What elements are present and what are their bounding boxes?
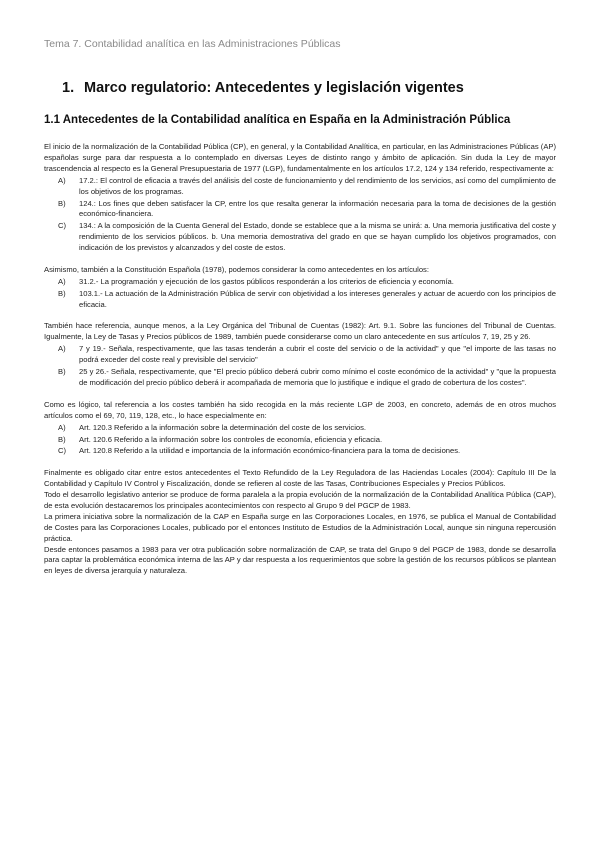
list-item-text: 31.2.- La programación y ejecución de los gastos públicos responderán a los criterios de eficiencia y economía. xyxy=(79,276,454,286)
section-heading xyxy=(62,80,464,96)
paragraph-haciendas-locales: Finalmente es obligado citar entre estos antecedentes el Texto Refundido de la Ley Reguladora de las Haciendas Locales (2004): Capítulo III De la Contabilidad y Capítulo IV Control y Fiscalización, donde se refieren al coste de las Tasas, Contribuciones Especiales y Precios Públicos. xyxy=(44,468,556,489)
list-item-text: Art. 120.8 Referido a la utilidad e importancia de la información económico-financiera para la toma de decisiones. xyxy=(79,446,461,456)
list-item-text: 17.2.: El control de eficacia a través del análisis del coste de funcionamiento y del rendimiento de los servicios, así como del cumplimiento de los objetivos de los programas. xyxy=(79,175,556,196)
paragraph-grupo-9: Desde entonces pasamos a 1983 para ver otra publicación sobre normalización de CAP, se trata del Grupo 9 del PGCP de 1983, donde se desarrolla para captar la problemática económica interna de las AP y dar respuesta a los requerimientos que sobre la gestión de los recursos públicos se plantean en leyes de diversa jerarquía y naturaleza. xyxy=(44,544,556,576)
list-marker: A) xyxy=(58,175,66,185)
list-item-text: Art. 120.3 Referido a la información sobre la determinación del coste de los servicios. xyxy=(79,422,367,432)
list-marker: A) xyxy=(58,276,66,286)
paragraph-lgp: El inicio de la normalización de la Contabilidad Pública (CP), en general, y la Contabilidad Analítica, en particular, en las Administraciones Públicas (AP) españolas surge para dar respuesta a lo contemplado en diversas Leyes de distinto rango y ámbito de aplicación. Sin duda la Ley de mayor trascendencia al respecto es la General Presupuestaria de 1977 (LGP), fundamentalmente en los artículos 17.2, 124 y 134 referido, respectivamente a: xyxy=(44,142,556,173)
list-marker: C) xyxy=(58,221,67,231)
list-item xyxy=(44,221,556,254)
paragraph-lgp-2003: Como es lógico, tal referencia a los costes también ha sido recogida en la más reciente LGP de 2003, en concreto, además de en otros muchos artículos como el 69, 70, 119, 128, etc., lo hace especialmente en: xyxy=(44,399,556,420)
list-marker: B) xyxy=(58,288,66,298)
list-item-text: Art. 120.6 Referido a la información sobre los controles de economía, eficiencia y eficacia. xyxy=(79,434,383,444)
list-marker: B) xyxy=(58,434,66,444)
paragraph-primera-iniciativa: La primera iniciativa sobre la normalización de la CAP en España surge en las Corporaciones Locales, en 1976, se publica el Manual de Contabilidad de Costes para las Corporaciones Locales, publicado por el entonces Instituto de Estudios de la Administración Local, aunque sin ninguna repercusión práctica. xyxy=(44,511,556,543)
subsection-heading: 1.1 Antecedentes de la Contabilidad analítica en España en la Administración Pública xyxy=(44,114,511,126)
list-item xyxy=(44,277,556,288)
list-item-text: 7 y 19.- Señala, respectivamente, que las tasas tenderán a cubrir el coste del servicio o de la actividad" y que "el importe de las tasas no podrá exceder del coste real y previsible del servicio" xyxy=(79,344,556,365)
section-title: Marco regulatorio: Antecedentes y legislación vigentes xyxy=(84,80,464,96)
list-item xyxy=(44,367,556,389)
list-lgp-articles xyxy=(44,176,556,254)
list-tasas-articles xyxy=(44,344,556,389)
paragraph-tribunal-cuentas: También hace referencia, aunque menos, a la Ley Orgánica del Tribunal de Cuentas (1982): Art. 9.1. Sobre las funciones del Tribunal de Cuentas. Igualmente, la Ley de Tasas y Precios públicos de 1989, también puede considerarse como un claro antecedente en sus artículos 7, 19, 25 y 26. xyxy=(44,321,556,342)
list-item xyxy=(44,435,556,446)
list-constitucion-articles xyxy=(44,277,556,311)
list-item-text: 134.: A la composición de la Cuenta General del Estado, donde se establece que a la misma se unirá: a. Una memoria justificativa del coste y rendimiento de los servicios públicos. b. Una memoria demostrativa del grado en que se hayan cumplido los objetivos programados, con indicación de los previstos y alcanzados y del coste de estos. xyxy=(79,221,556,253)
list-item xyxy=(44,344,556,366)
list-item xyxy=(44,423,556,434)
list-marker: B) xyxy=(58,198,66,208)
list-item-text: 124.: Los fines que deben satisfacer la CP, entre los que resalta generar la información necesaria para la toma de decisiones de la gestión económico-financiera. xyxy=(79,198,556,219)
list-lgp-2003-articles xyxy=(44,423,556,458)
list-item xyxy=(44,446,556,457)
section-number: 1. xyxy=(62,80,75,96)
list-item-text: 103.1.- La actuación de la Administración Pública de servir con objetividad a los intereses generales y actuar de acuerdo con los principios de eficacia. xyxy=(79,288,556,309)
paragraph-desarrollo-legislativo: Todo el desarrollo legislativo anterior se produce de forma paralela a la propia evolución de la normalización de la Contabilidad Analítica Pública (CAP), de esta evolución destacaremos los principales acontecimientos con respecto al Grupo 9 del PGCP de 1983. xyxy=(44,490,556,510)
paragraph-constitucion: Asimismo, también a la Constitución Española (1978), podemos considerar la como antecedentes en los artículos: xyxy=(44,264,429,274)
list-marker: C) xyxy=(58,446,67,456)
list-item xyxy=(44,199,556,221)
list-item xyxy=(44,176,556,198)
list-item-text: 25 y 26.- Señala, respectivamente, que "El precio público deberá cubrir como mínimo el coste económico de la actividad" y "que la propuesta de modificación del precio público deberá ir acompañada de memoria que lo justifique e indique el grado de cobertura de los costes". xyxy=(79,367,556,387)
list-marker: A) xyxy=(58,422,66,432)
list-marker: B) xyxy=(58,367,66,377)
list-item xyxy=(44,289,556,311)
document-body xyxy=(44,142,556,577)
list-marker: A) xyxy=(58,344,66,354)
running-header: Tema 7. Contabilidad analítica en las Administraciones Públicas xyxy=(44,38,341,50)
